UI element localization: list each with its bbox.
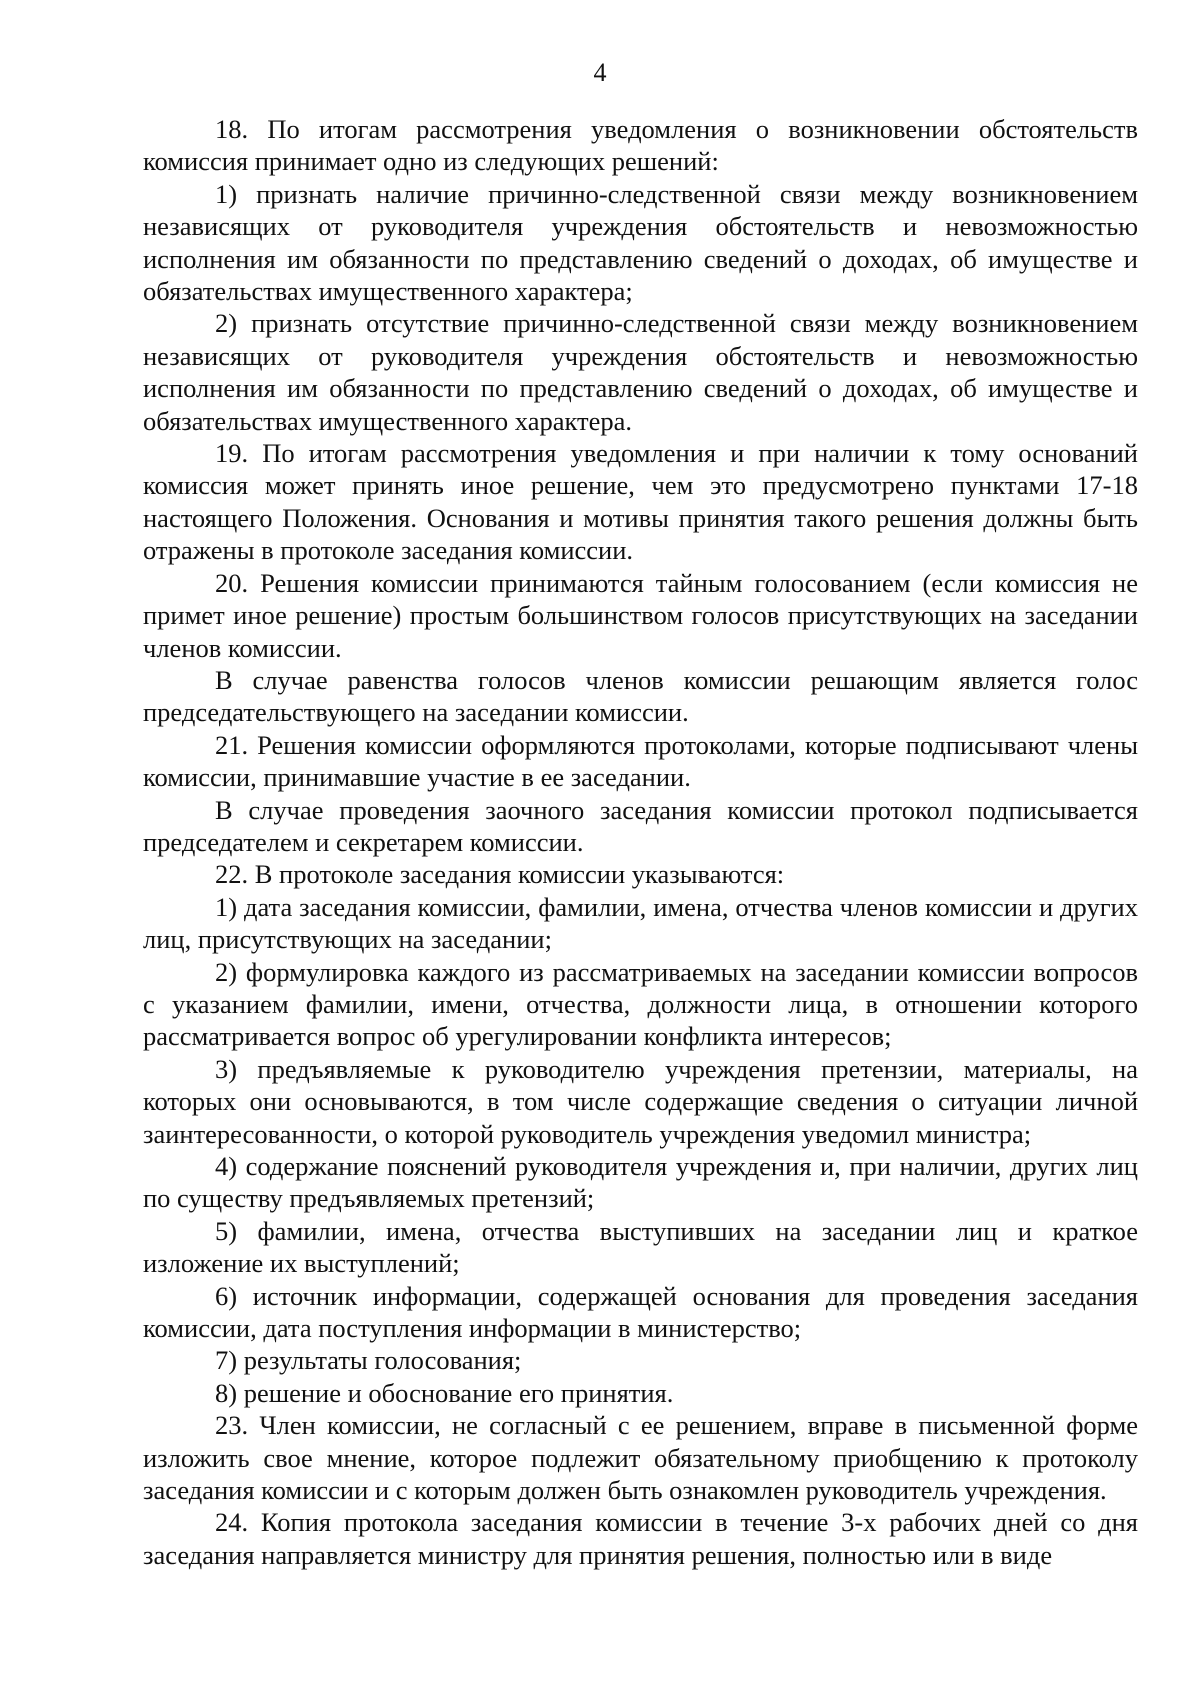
paragraph-24: 24. Копия протокола заседания комиссии в течение 3-х рабочих дней со дня заседания направляется министру для принятия решения, полностью или в виде (143, 1507, 1138, 1570)
paragraph-22-item-2: 2) формулировка каждого из рассматриваемых на заседании комиссии вопросов с указанием фамилии, имени, отчества, должности лица, в отношении которого рассматривается вопрос об урегулировании конфликта интересов; (143, 956, 1138, 1052)
paragraph-20: 20. Решения комиссии принимаются тайным голосованием (если комиссия не примет иное решение) простым большинством голосов присутствующих на заседании членов комиссии. (143, 567, 1138, 663)
paragraph-23: 23. Член комиссии, не согласный с ее решением, вправе в письменной форме изложить свое мнение, которое подлежит обязательному приобщению к протоколу заседания комиссии и с которым должен быть ознакомлен руководитель учреждения. (143, 1410, 1138, 1506)
paragraph-22: 22. В протоколе заседания комиссии указываются: (215, 859, 785, 890)
paragraph-21: 21. Решения комиссии оформляются протоколами, которые подписывают члены комиссии, принимавшие участие в ее заседании. (143, 729, 1138, 793)
paragraph-19: 19. По итогам рассмотрения уведомления и при наличии к тому оснований комиссия может принять иное решение, чем это предусмотрено пунктами 17-18 настоящего Положения. Основания и мотивы принятия такого решения должны быть отражены в протоколе заседания комиссии. (143, 438, 1138, 566)
paragraph-22-item-7: 7) результаты голосования; (215, 1345, 522, 1376)
paragraph-22-item-4: 4) содержание пояснений руководителя учреждения и, при наличии, других лиц по существу предъявляемых претензий; (143, 1151, 1138, 1214)
paragraph-18-item-2: 2) признать отсутствие причинно-следственной связи между возникновением независящих от руководителя учреждения обстоятельств и невозможностью исполнения им обязанности по представлению сведений о доходах, об имуществе и обязательствах имущественного характера. (143, 308, 1138, 436)
paragraph-18: 18. По итогам рассмотрения уведомления о возникновении обстоятельств комиссия принимает одно из следующих решений: (143, 114, 1138, 177)
paragraph-18-item-1: 1) признать наличие причинно-следственной связи между возникновением независящих от руководителя учреждения обстоятельств и невозможностью исполнения им обязанности по представлению сведений о доходах, об имуществе и обязательствах имущественного характера; (143, 178, 1138, 307)
paragraph-22-item-1: 1) дата заседания комиссии, фамилии, имена, отчества членов комиссии и других лиц, присутствующих на заседании; (143, 891, 1138, 955)
page-number: 4 (593, 58, 607, 87)
paragraph-22-item-5: 5) фамилии, имена, отчества выступивших на заседании лиц и краткое изложение их выступлений; (143, 1215, 1138, 1279)
paragraph-21-absentee: В случае проведения заочного заседания комиссии протокол подписывается председателем и секретарем комиссии. (143, 794, 1138, 857)
paragraph-20-tie-vote: В случае равенства голосов членов комиссии решающим является голос председательствующего на заседании комиссии. (143, 664, 1138, 728)
paragraph-22-item-3: 3) предъявляемые к руководителю учреждения претензии, материалы, на которых они основываются, в том числе содержащие сведения о ситуации личной заинтересованности, о которой руководитель учреждения уведомил министра; (143, 1053, 1138, 1149)
document-body (143, 113, 1138, 1571)
paragraph-22-item-8: 8) решение и обоснование его принятия. (215, 1377, 674, 1408)
paragraph-22-item-6: 6) источник информации, содержащей основания для проведения заседания комиссии, дата поступления информации в министерство; (143, 1280, 1138, 1344)
